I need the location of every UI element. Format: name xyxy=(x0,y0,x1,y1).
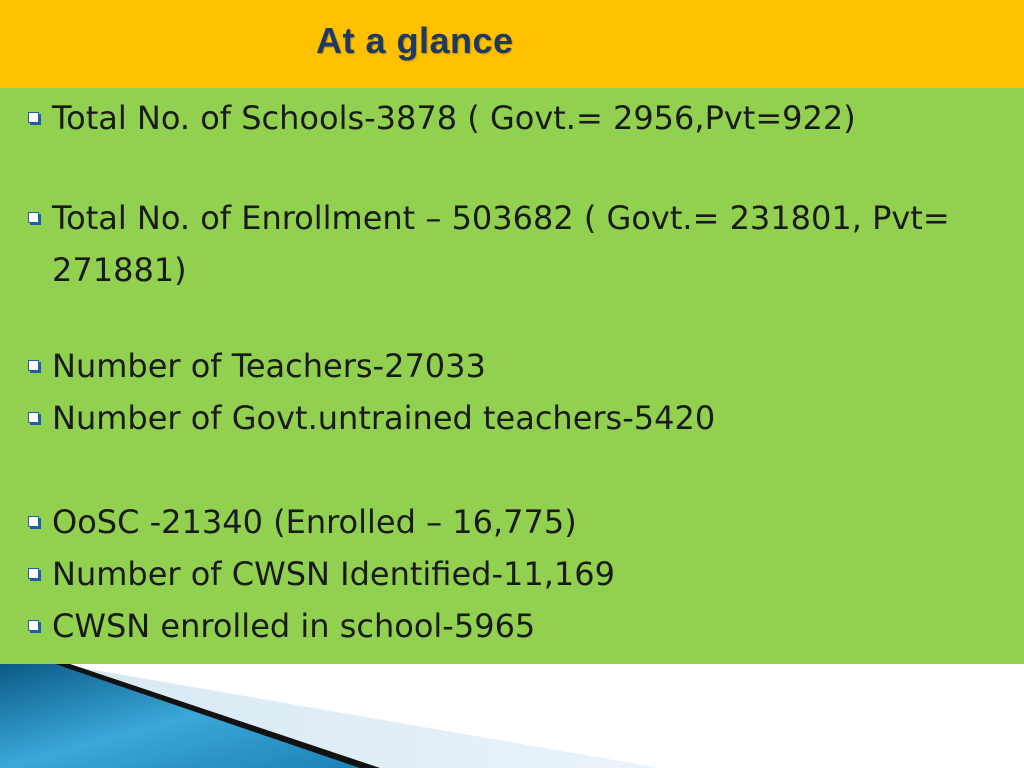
square-bullet-icon xyxy=(28,412,39,423)
bullet-text: Number of CWSN Identified-11,169 xyxy=(52,555,615,593)
bullet-text: Number of Govt.untrained teachers-5420 xyxy=(52,399,716,437)
title-bar xyxy=(0,0,1024,88)
square-bullet-icon xyxy=(28,516,39,527)
square-bullet-icon xyxy=(28,568,39,579)
bullet-text: OoSC -21340 (Enrolled – 16,775) xyxy=(52,503,577,541)
square-bullet-icon xyxy=(28,360,39,371)
bullet-text: Total No. of Enrollment – 503682 ( Govt.= 231801, Pvt= 271881) xyxy=(52,199,950,289)
square-bullet-icon xyxy=(28,620,39,631)
bullet-text: Number of Teachers-27033 xyxy=(52,347,486,385)
bullet-text: Total No. of Schools-3878 ( Govt.= 2956,Pvt=922) xyxy=(52,99,856,137)
square-bullet-icon xyxy=(28,112,39,123)
footer-wave-decoration xyxy=(0,664,1024,768)
slide-title: At a glance xyxy=(316,20,514,61)
content-area xyxy=(0,88,1024,664)
bullet-text: CWSN enrolled in school-5965 xyxy=(52,607,536,645)
square-bullet-icon xyxy=(28,212,39,223)
